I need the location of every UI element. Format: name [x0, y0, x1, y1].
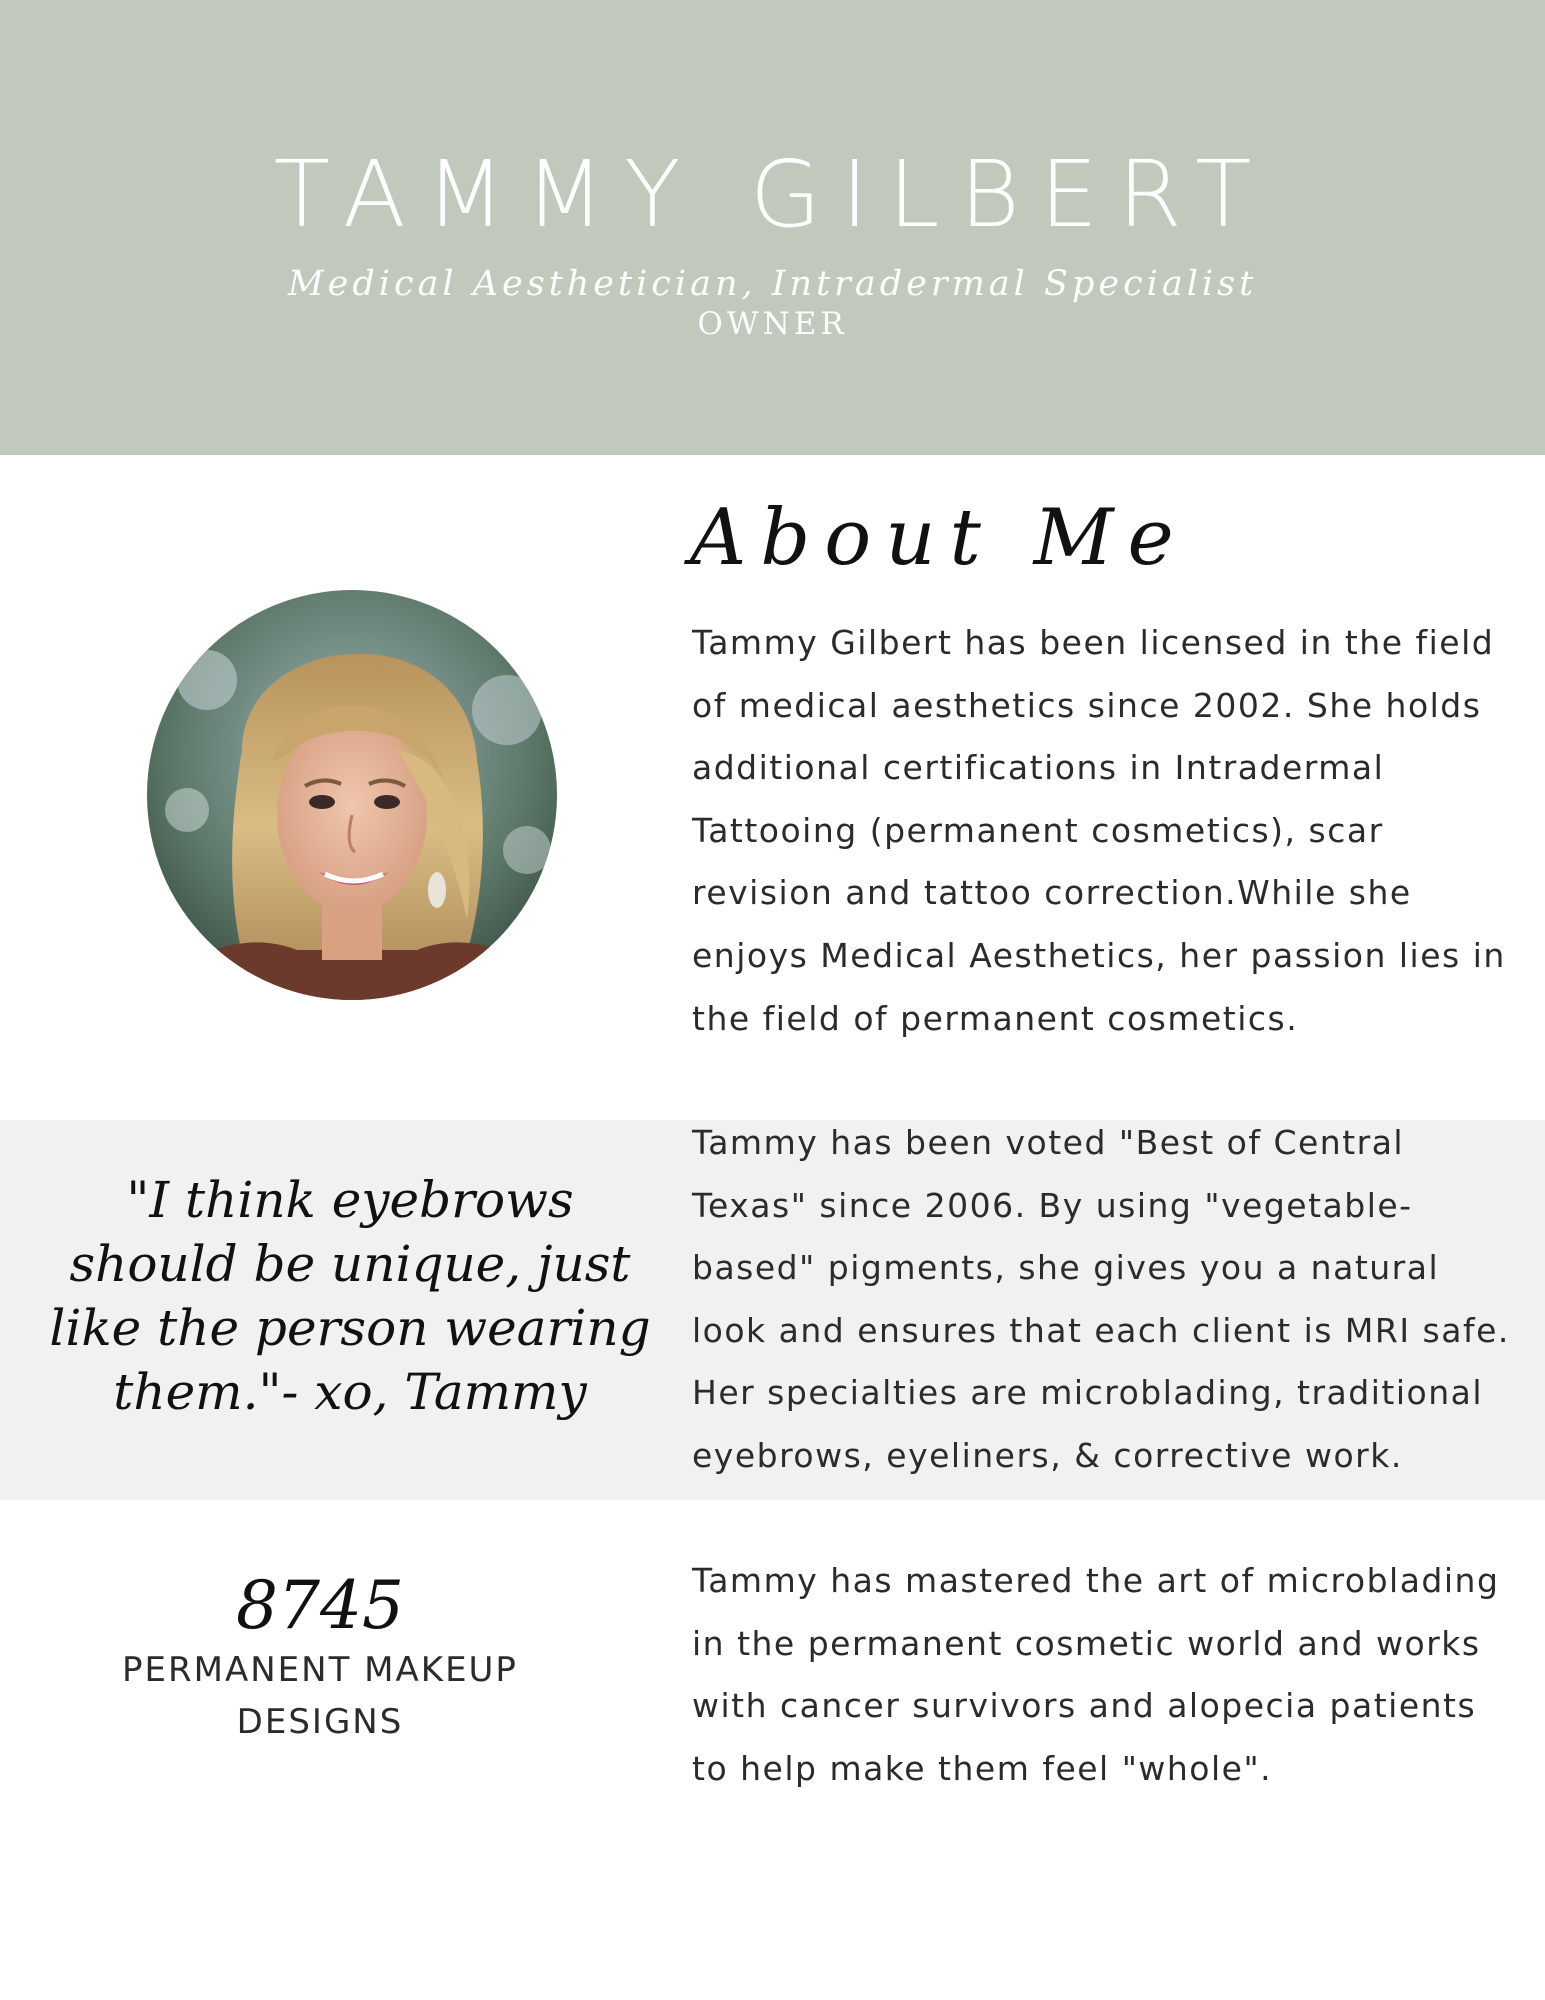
signature-quote: "I think eyebrows should be unique, just like the person wearing them."- xo, Tammy: [49, 1171, 651, 1421]
about-paragraph-2: Tammy has been voted "Best of Central Texas" since 2006. By using "vegetable-based" pigments, she gives you a natural look and ensures that each client is MRI safe. Her specialties are microblading, traditional eyebrows, eyeliners, & corrective work.: [692, 1123, 1510, 1475]
job-subtitle: Medical Aesthetician, Intradermal Specialist: [287, 264, 1258, 304]
portrait-image: [147, 590, 557, 1000]
about-paragraph-3: Tammy has mastered the art of microblading in the permanent cosmetic world and works with cancer survivors and alopecia patients to help make them feel "whole".: [692, 1561, 1500, 1788]
profile-photo: [147, 590, 557, 1000]
job-role: OWNER: [697, 306, 848, 342]
stat-label: PERMANENT MAKEUP DESIGNS: [122, 1650, 518, 1742]
about-paragraph-1: Tammy Gilbert has been licensed in the field of medical aesthetics since 2002. She holds additional certifications in Intradermal Tattooing (permanent cosmetics), scar revision and tattoo correction.While she enjoys Medical Aesthetics, her passion lies in the field of permanent cosmetics.: [692, 623, 1506, 1038]
header-banner: [0, 0, 1545, 455]
page-title: TAMMY GILBERT: [273, 141, 1272, 248]
stat-number: 8745: [236, 1567, 404, 1644]
about-heading: About Me: [690, 493, 1188, 583]
